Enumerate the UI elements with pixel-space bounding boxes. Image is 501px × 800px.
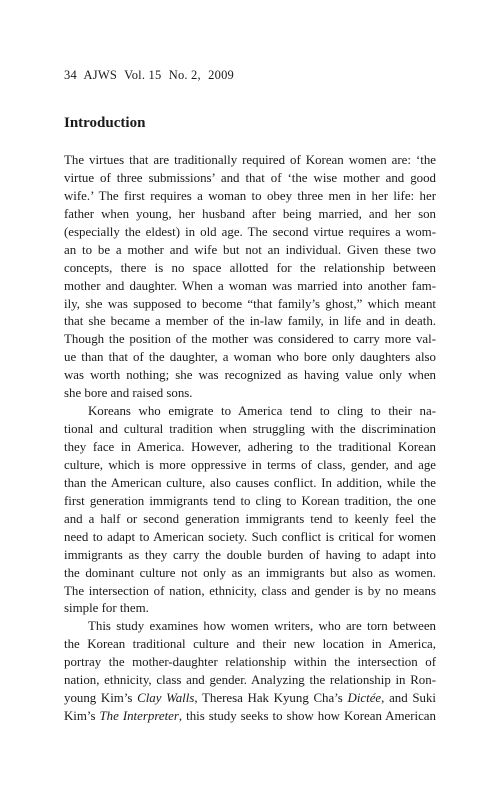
issue: No. 2, (168, 68, 201, 82)
text-line: immigrants as they carry the double burden of having to adapt into (64, 547, 436, 562)
text-line: that she became a member of the in-law family, in life and in death. (64, 314, 436, 329)
text-line: mother and daughter. When a woman was married into another fam- (64, 278, 436, 293)
body-text (64, 152, 436, 726)
text-line: the dominant culture not only as an immigrants but also as women. (64, 565, 436, 580)
text-run: young Kim’s (64, 691, 138, 706)
text-line: simple for them. (64, 601, 149, 616)
text-line: concepts, there is no space allotted for the relationship between (64, 260, 436, 275)
text-line: The virtues that are traditionally required of Korean women are: ‘the (64, 153, 436, 167)
paragraph-1 (64, 152, 436, 403)
text-line: (especially the eldest) in old age. The second virtue requires a wom- (64, 224, 436, 239)
text-line: portray the mother-daughter relationship within the intersection of (64, 655, 436, 670)
text-line: the Korean traditional culture and their new location in America, (64, 637, 436, 652)
running-head (64, 68, 238, 83)
page-number: 34 (64, 68, 77, 82)
text-line: she bore and raised sons. (64, 386, 193, 401)
text-line: and a half or second generation immigrants tend to keenly feel the (64, 511, 436, 526)
text-run: Kim’s (64, 709, 100, 724)
text-line: virtue of three submissions’ and that of ‘the wise mother and good (64, 170, 436, 185)
text-line: ue than that of the daughter, a woman who bore only daughters also (64, 350, 436, 365)
text-line: tional and cultural tradition when struggling with the discrimination (64, 422, 436, 437)
text-run: , and Suki (381, 691, 437, 706)
text-run: , Theresa Hak Kyung Cha’s (194, 691, 348, 706)
book-title-the-interpreter: The Interpreter (99, 709, 179, 724)
volume: Vol. 15 (124, 68, 162, 82)
text-line: was worth nothing; she was recognized as having value only when (64, 368, 436, 383)
text-line: than the American culture, also causes conflict. In addition, while the (64, 475, 436, 490)
paragraph-2 (64, 403, 436, 618)
text-run: , this study seeks to show how Korean American (178, 709, 436, 724)
text-line (64, 708, 436, 726)
text-line: nation, ethnicity, class and gender. Analyzing the relationship in Ron- (64, 673, 436, 688)
book-title-clay-walls: Clay Walls (137, 691, 195, 706)
book-title-dictee: Dictée (347, 691, 382, 706)
text-line: need to adapt to American society. Such conflict is critical for women (64, 529, 436, 544)
text-line: first generation immigrants tend to cling to Korean tradition, the one (64, 493, 436, 508)
text-line: Koreans who emigrate to America tend to cling to their na- (88, 404, 436, 419)
text-line: The intersection of nation, ethnicity, class and gender is by no means (64, 583, 436, 598)
section-heading: Introduction (64, 115, 146, 131)
text-line: This study examines how women writers, who are torn between (88, 619, 436, 634)
text-line: Though the position of the mother was considered to carry more val- (64, 332, 436, 347)
text-line: an to be a mother and wife but not an individual. Given these two (64, 242, 436, 257)
text-line: ily, she was supposed to become “that family’s ghost,” which meant (64, 296, 436, 311)
text-line: father when young, her husband after being married, and her son (64, 206, 436, 221)
text-line (64, 690, 436, 708)
paragraph-3 (64, 618, 436, 726)
text-line: they face in America. However, adhering to the traditional Korean (64, 440, 436, 454)
text-line: wife.’ The first requires a woman to obey three men in her life: her (64, 188, 436, 203)
text-line: culture, which is more oppressive in terms of class, gender, and age (64, 457, 436, 472)
year: 2009 (208, 68, 234, 82)
journal-abbreviation: AJWS (83, 68, 117, 82)
